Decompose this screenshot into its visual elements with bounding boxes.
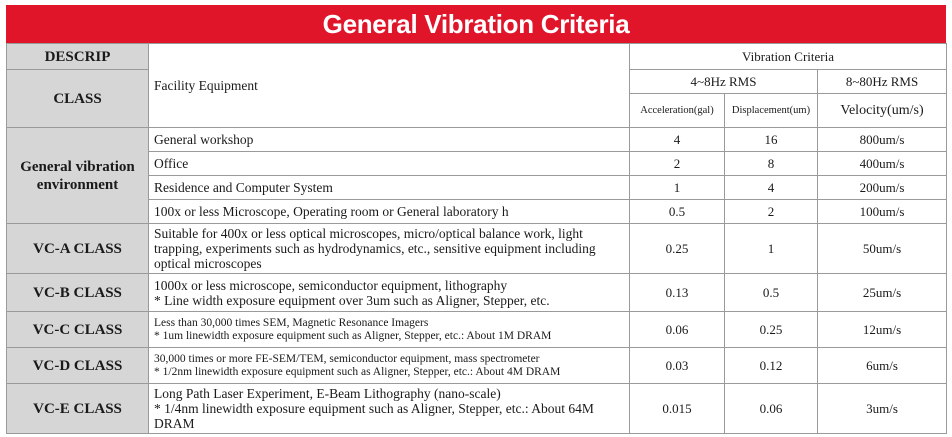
facility-line: * 1/2nm linewidth exposure equipment such as Aligner, Stepper, etc.: About 4M DRAM (154, 365, 561, 378)
acceleration-cell: 0.25 (630, 224, 725, 274)
band-high-header: 8~80Hz RMS (818, 70, 947, 94)
velocity-header: Velocity(um/s) (818, 94, 947, 128)
displacement-cell: 0.12 (725, 348, 818, 384)
displacement-cell: 4 (725, 176, 818, 200)
displacement-cell: 0.5 (725, 274, 818, 312)
vc-d-class-label: VC-D CLASS (7, 348, 149, 384)
acceleration-cell: 0.06 (630, 312, 725, 348)
displacement-cell: 0.25 (725, 312, 818, 348)
facility-line: * 1um linewidth exposure equipment such as Aligner, Stepper, etc.: About 1M DRAM (154, 329, 552, 342)
vc-e-class-label: VC-E CLASS (7, 384, 149, 434)
displacement-cell: 8 (725, 152, 818, 176)
acceleration-cell: 0.03 (630, 348, 725, 384)
facility-cell (149, 224, 630, 274)
velocity-cell: 6um/s (818, 348, 947, 384)
velocity-cell: 12um/s (818, 312, 947, 348)
class-header: CLASS (7, 70, 149, 128)
acceleration-cell: 0.015 (630, 384, 725, 434)
facility-cell (149, 312, 630, 348)
table-row (7, 128, 947, 152)
facility-line: * Line width exposure equipment over 3um such as Aligner, Stepper, etc. (154, 292, 550, 308)
vibration-criteria-header: Vibration Criteria (630, 44, 947, 70)
acceleration-cell: 2 (630, 152, 725, 176)
facility-cell: Office (149, 152, 630, 176)
facility-line: 1000x or less microscope, semiconductor equipment, lithography (154, 277, 508, 293)
header-row-1 (7, 44, 947, 70)
facility-header: Facility Equipment (149, 44, 630, 128)
velocity-cell: 800um/s (818, 128, 947, 152)
velocity-cell: 3um/s (818, 384, 947, 434)
facility-line: Suitable for 400x or less optical microscopes, micro/optical balance work, light trapping, experiments such as hydrodynamics, etc., sensitive equipment including optical microscopes (154, 226, 596, 271)
displacement-header: Displacement(um) (725, 94, 818, 128)
facility-cell: General workshop (149, 128, 630, 152)
acceleration-header: Acceleration(gal) (630, 94, 725, 128)
vibration-criteria-table (6, 43, 947, 434)
facility-line: 30,000 times or more FE-SEM/TEM, semiconductor equipment, mass spectrometer (154, 352, 540, 365)
facility-line: * 1/4nm linewidth exposure equipment such as Aligner, Stepper, etc.: About 64M DRAM (154, 401, 594, 431)
acceleration-cell: 4 (630, 128, 725, 152)
vc-a-class-label: VC-A CLASS (7, 224, 149, 274)
vc-c-class-label: VC-C CLASS (7, 312, 149, 348)
facility-cell (149, 274, 630, 312)
facility-cell (149, 384, 630, 434)
velocity-cell: 25um/s (818, 274, 947, 312)
acceleration-cell: 0.5 (630, 200, 725, 224)
table-row (7, 224, 947, 274)
acceleration-cell: 1 (630, 176, 725, 200)
displacement-cell: 0.06 (725, 384, 818, 434)
table-row (7, 274, 947, 312)
vc-b-class-label: VC-B CLASS (7, 274, 149, 312)
facility-cell (149, 348, 630, 384)
facility-line: Long Path Laser Experiment, E-Beam Lithography (nano-scale) (154, 386, 501, 401)
descrip-header: DESCRIP (7, 44, 149, 70)
velocity-cell: 50um/s (818, 224, 947, 274)
table-row (7, 384, 947, 434)
table-row (7, 312, 947, 348)
displacement-cell: 2 (725, 200, 818, 224)
displacement-cell: 16 (725, 128, 818, 152)
displacement-cell: 1 (725, 224, 818, 274)
acceleration-cell: 0.13 (630, 274, 725, 312)
facility-cell: Residence and Computer System (149, 176, 630, 200)
page-title: General Vibration Criteria (6, 5, 946, 43)
velocity-cell: 400um/s (818, 152, 947, 176)
velocity-cell: 200um/s (818, 176, 947, 200)
facility-cell: 100x or less Microscope, Operating room or General laboratory h (149, 200, 630, 224)
facility-line: Less than 30,000 times SEM, Magnetic Resonance Imagers (154, 316, 429, 329)
band-low-header: 4~8Hz RMS (630, 70, 818, 94)
general-class-label: General vibration environment (7, 128, 149, 224)
velocity-cell: 100um/s (818, 200, 947, 224)
table-row (7, 348, 947, 384)
